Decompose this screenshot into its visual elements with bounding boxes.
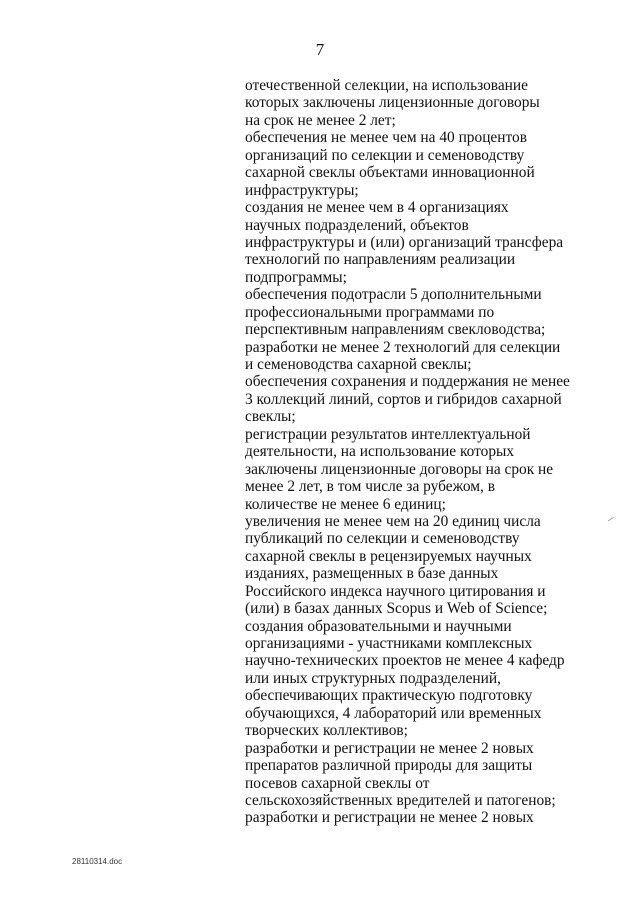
text-line: обеспечивающих практическую подготовку <box>245 687 533 705</box>
text-line: препаратов различной природы для защиты <box>245 757 533 775</box>
text-line: сахарной свеклы объектами инновационной <box>245 164 535 182</box>
text-line: изданиях, размещенных в базе данных <box>245 565 499 583</box>
footer-file-code: 28110314.doc <box>72 857 123 866</box>
text-line: увеличения не менее чем на 20 единиц числа <box>245 512 541 530</box>
text-line: создания не менее чем в 4 организациях <box>245 199 509 217</box>
text-line: разработки не менее 2 технологий для селекции <box>245 338 561 356</box>
text-line: инфраструктуры; <box>245 181 359 199</box>
text-line: организаций по селекции и семеноводству <box>245 146 525 164</box>
text-line: деятельности, на использование которых <box>245 443 515 461</box>
text-line: или иных структурных подразделений, <box>245 669 501 687</box>
text-line: количестве не менее 6 единиц; <box>245 495 446 513</box>
text-line: отечественной селекции, на использование <box>245 77 528 94</box>
margin-mark-icon <box>607 516 615 522</box>
text-line: подпрограммы; <box>245 268 347 286</box>
text-line: обеспечения подотрасли 5 дополнительными <box>245 286 542 304</box>
text-line: и семеноводства сахарной свеклы; <box>245 356 472 373</box>
text-line: публикаций по селекции и семеноводству <box>245 530 520 548</box>
text-line: технологий по направлениям реализации <box>245 251 516 269</box>
text-line: сахарной свеклы в рецензируемых научных <box>245 547 532 565</box>
text-line: создания образовательными и научными <box>245 617 512 635</box>
text-line: регистрации результатов интеллектуальной <box>245 425 531 443</box>
text-line: свеклы; <box>245 408 296 426</box>
text-line: заключены лицензионные договоры на срок не <box>245 460 554 478</box>
text-line: профессиональными программами по <box>245 303 495 321</box>
text-line: обеспечения сохранения и поддержания не менее <box>245 373 570 391</box>
text-line: на срок не менее 2 лет; <box>245 111 396 129</box>
text-line: научно-технических проектов не менее 4 кафедр <box>245 652 565 670</box>
text-line: инфраструктуры и (или) организаций трансфера <box>245 233 564 251</box>
text-line: сельскохозяйственных вредителей и патогенов; <box>245 791 556 809</box>
text-line: 3 коллекций линий, сортов и гибридов сахарной <box>245 390 562 408</box>
text-line: организациями - участниками комплексных <box>245 635 533 652</box>
text-line: (или) в базах данных Scopus и Web of Science; <box>245 600 548 618</box>
body-text <box>245 77 585 827</box>
text-line: разработки и регистрации не менее 2 новых <box>245 739 534 757</box>
text-line: обеспечения не менее чем на 40 процентов <box>245 129 527 147</box>
text-line: обучающихся, 4 лабораторий или временных <box>245 704 542 722</box>
text-line: которых заключены лицензионные договоры <box>245 94 540 112</box>
page-number: 7 <box>315 40 325 59</box>
text-line: посевов сахарной свеклы от <box>245 774 430 792</box>
text-line: разработки и регистрации не менее 2 новых <box>245 809 534 827</box>
text-line: перспективным направлениям свекловодства; <box>245 321 546 339</box>
text-line: научных подразделений, объектов <box>245 216 469 234</box>
text-line: творческих коллективов; <box>245 722 408 740</box>
text-line: Российского индекса научного цитирования и <box>245 582 546 600</box>
text-line: менее 2 лет, в том числе за рубежом, в <box>245 478 495 496</box>
